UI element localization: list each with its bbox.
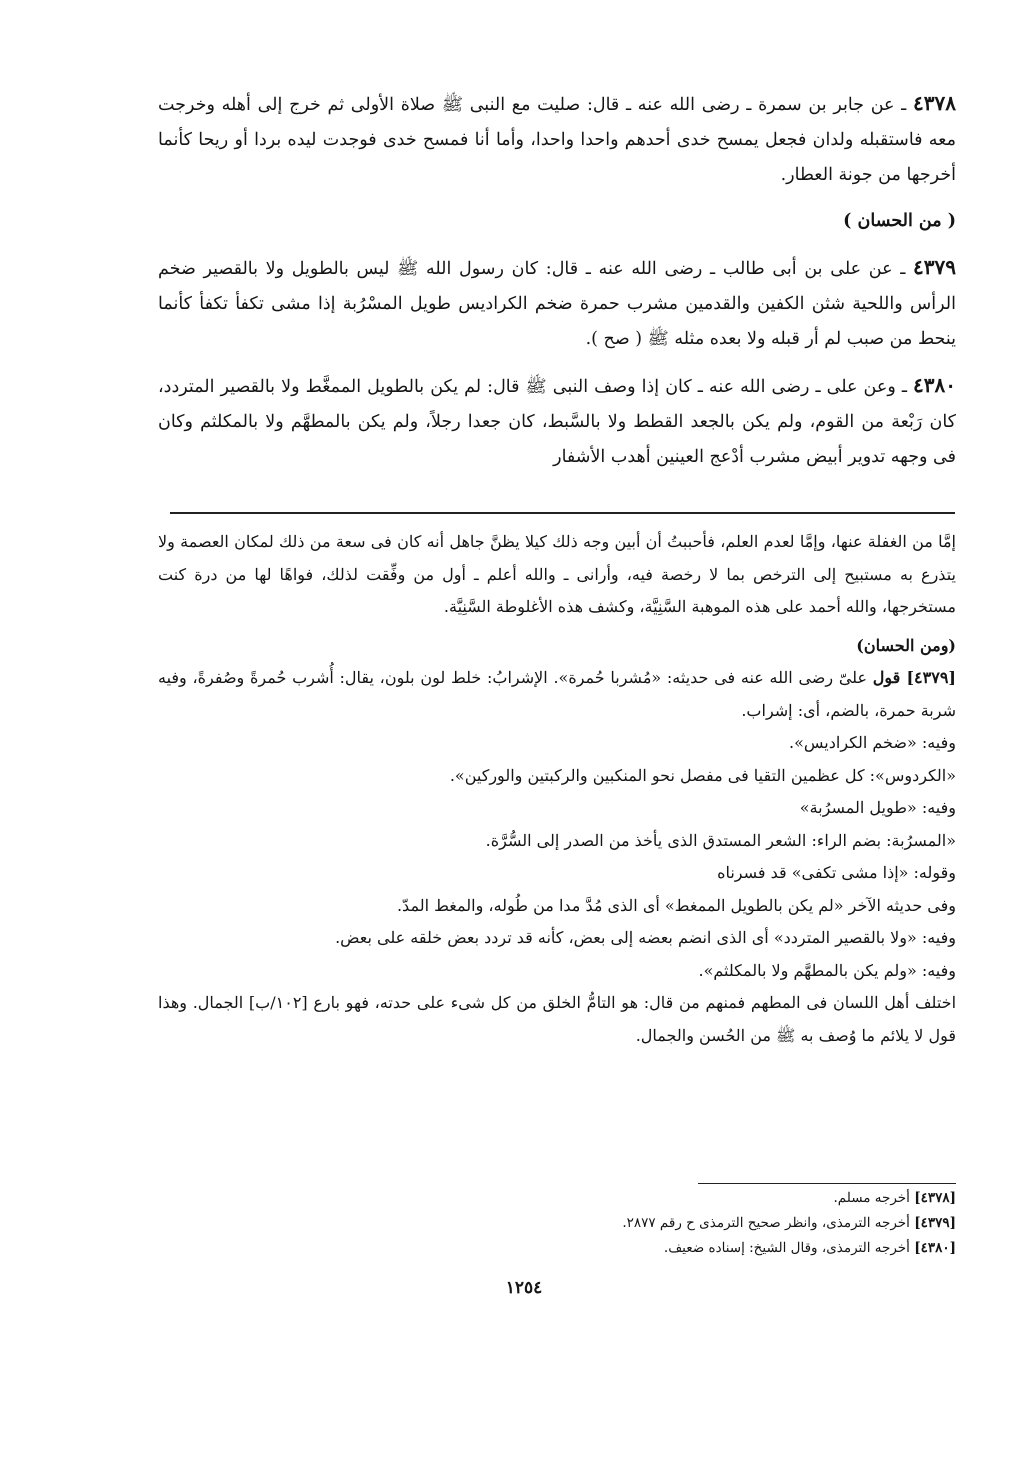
- divider: [170, 512, 955, 514]
- footnotes: [440, 1186, 956, 1261]
- footnote: [440, 1186, 956, 1211]
- commentary-text: علىّ رضى الله عنه فى حديثه: «مُشربا حُمرة». الإشرابُ: خلط لون بلون، يقال: أُشرب حُمرةً وصُفرةً، وفيه شربة حمرة، بالضم، أى: إشراب.: [158, 668, 956, 720]
- commentary-line: وفيه: «طويل المسرُبة»: [799, 798, 956, 817]
- footnote-text: أخرجه مسلم.: [833, 1190, 910, 1206]
- hadith-body: ـ عن جابر بن سمرة ـ رضى الله عنه ـ قال: صليت مع النبى ﷺ صلاة الأولى ثم خرج إلى أهله وخرجت معه فاستقبله ولدان فجعل يمسح خدى أحدهم واحدا واحدا، وأما أنا فمسح خدى فوجدت ليده بردا أو ريحا كأنما أخرجها من جونة العطار.: [158, 95, 956, 185]
- hadith-4380: [158, 368, 956, 475]
- hadith-body: ـ وعن على ـ رضى الله عنه ـ كان إذا وصف النبى ﷺ قال: لم يكن بالطويل الممغَّط ولا بالقصير المتردد، كان رَبْعة من القوم، ولم يكن بالجعد القطط ولا بالسَّبط، كان جعدا رجلاً، ولم يكن بالمطهَّم ولا بالمكلثم وكان فى وجهه تدوير أبيض مشرب أدْعج العينين أهدب الأشفار: [158, 377, 956, 467]
- footnote-divider: [698, 1183, 956, 1184]
- footnote-number: [٤٣٧٨]: [914, 1190, 956, 1206]
- hadith-text: [158, 86, 956, 486]
- hadith-body: ـ عن على بن أبى طالب ـ رضى الله عنه ـ قال: كان رسول الله ﷺ ليس بالطويل ولا بالقصير ضخم الرأس واللحية شثن الكفين والقدمين مشرب حمرة ضخم الكراديس طويل المسْرُبة إذا مشى تكفأ تكفأ كأنما ينحط من صبب لم أر قبله ولا بعده مثله ﷺ ( صح ).: [158, 259, 956, 349]
- hadith-4378: [158, 86, 956, 193]
- footnote: [440, 1236, 956, 1261]
- commentary-line: وفيه: «ولم يكن بالمطهَّم ولا بالمكلثم».: [698, 960, 956, 980]
- commentary-line: وفيه: «ضخم الكراديس».: [789, 733, 956, 752]
- commentary-line: وفى حديثه الآخر «لم يكن بالطويل الممغط» أى الذى مُدَّ مدا من طُوله، والمغط المدّ.: [396, 895, 956, 915]
- footnote-text: أخرجه الترمذى، وقال الشيخ: إسناده ضعيف.: [663, 1240, 910, 1256]
- commentary-line: «المسرُبة: بضم الراء: الشعر المستدق الذى يأخذ من الصدر إلى السُّرَّة.: [485, 830, 956, 850]
- commentary-line: وفيه: «ولا بالقصير المتردد» أى الذى انضم بعضه إلى بعض، كأنه قد تردد بعض خلقه على بعض.: [335, 928, 956, 947]
- footnote-number: [٤٣٧٩]: [914, 1215, 956, 1231]
- hadith-4379: [158, 250, 956, 357]
- commentary-line: اختلف أهل اللسان فى المطهم فمنهم من قال: هو التامُّ الخلق من كل شىء على حدته، فهو بارع [١٠٢/ب] الجمال. وهذا قول لا يلائم ما وُصف به ﷺ من الحُسن والجمال.: [158, 993, 957, 1045]
- commentary: [158, 526, 956, 1052]
- commentary-line: وقوله: «إذا مشى تكفى» قد فسرناه: [717, 863, 956, 882]
- hadith-number: ٤٣٧٨: [913, 91, 956, 115]
- commentary-ref: [٤٣٧٩] قول: [872, 668, 956, 687]
- commentary-section-heading: (ومن الحسان): [856, 635, 956, 655]
- footnote-number: [٤٣٨٠]: [914, 1240, 956, 1256]
- commentary-paragraph: [158, 662, 956, 727]
- commentary-intro: إمَّا من الغفلة عنها، وإمَّا لعدم العلم، فأحببتُ أن أبين وجه ذلك كيلا يظنَّ جاهل أنه كان فى سعة من ذلك لمكان العصمة ولا يتذرع به مستبيح إلى الترخص بما لا رخصة فيه، وأرانى ـ والله أعلم ـ أول من وفِّقت لذلك، فواهًا لها من درة كنت مستخرجها، والله أحمد على هذه الموهبة السَّنِيَّة، وكشف هذه الأغلوطة السَّنِيَّة.: [158, 532, 956, 616]
- hadith-number: ٤٣٨٠: [913, 373, 956, 397]
- commentary-line: «الكردوس»: كل عظمين التقيا فى مفصل نحو المنكبين والركبتين والوركين».: [449, 765, 956, 785]
- hadith-number: ٤٣٧٩: [913, 255, 956, 279]
- footnote: [440, 1211, 956, 1236]
- section-heading: ( من الحسان ): [843, 211, 956, 231]
- footnote-text: أخرجه الترمذى، وانظر صحيح الترمذى ح رقم ٢٨٧٧.: [622, 1215, 910, 1231]
- page-number: ١٢٥٤: [505, 1278, 543, 1298]
